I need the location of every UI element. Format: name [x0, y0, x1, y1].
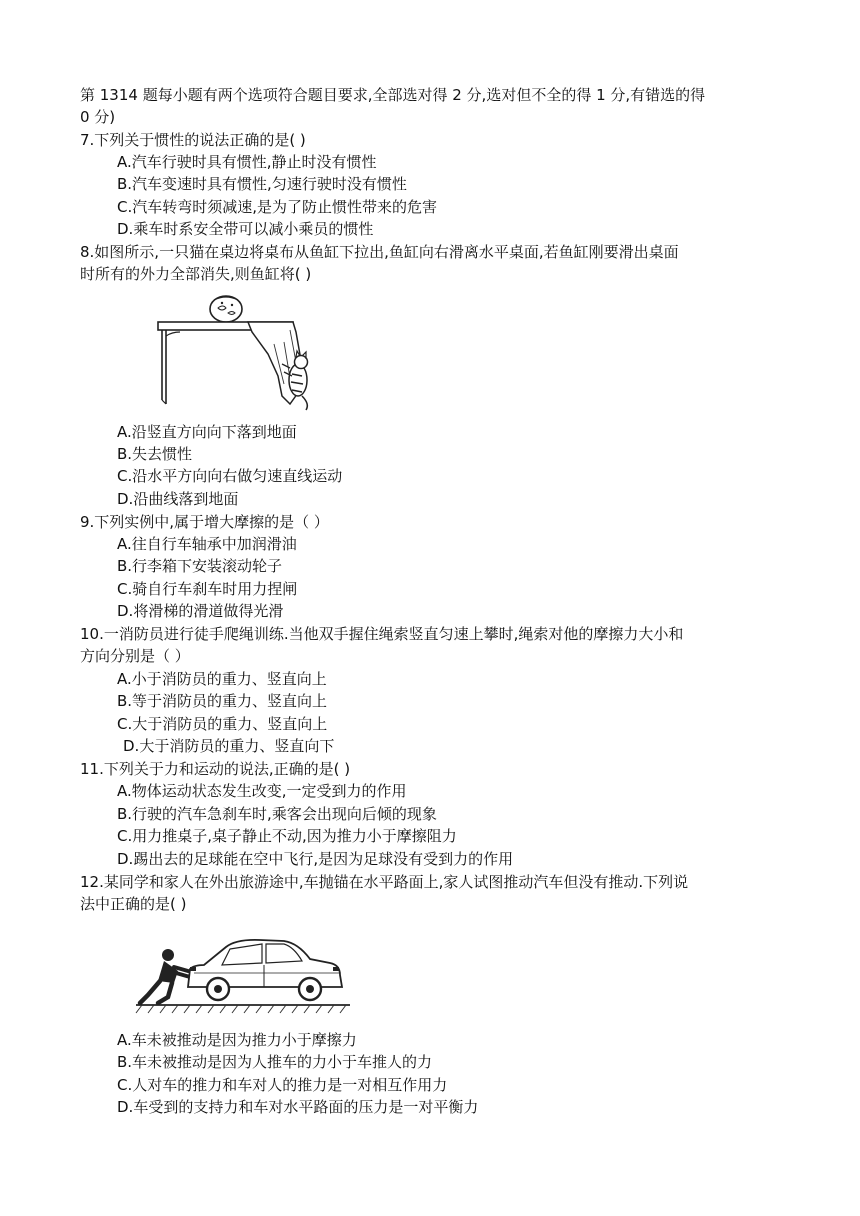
question-11-option-d: D.踢出去的足球能在空中飞行,是因为足球没有受到力的作用 — [117, 850, 514, 868]
question-10-stem-line1: 10.一消防员进行徒手爬绳训练.当他双手握住绳索竖直匀速上攀时,绳索对他的摩擦力大小和 — [80, 625, 684, 643]
question-7-option-c: C.汽车转弯时须减速,是为了防止惯性带来的危害 — [117, 198, 438, 216]
question-7-stem: 7.下列关于惯性的说法正确的是( ) — [80, 131, 306, 149]
question-9-option-a: A.往自行车轴承中加润滑油 — [117, 535, 297, 553]
question-9-stem: 9.下列实例中,属于增大摩擦的是（ ） — [80, 513, 329, 531]
question-12-stem-line1: 12.某同学和家人在外出旅游途中,车抛锚在水平路面上,家人试图推动汽车但没有推动.下列说 — [80, 873, 689, 891]
question-8-option-d: D.沿曲线落到地面 — [117, 490, 239, 508]
question-12-option-d: D.车受到的支持力和车对水平路面的压力是一对平衡力 — [117, 1098, 479, 1116]
question-8-stem-line1: 8.如图所示,一只猫在桌边将桌布从鱼缸下拉出,鱼缸向右滑离水平桌面,若鱼缸刚要滑出桌面 — [80, 243, 679, 261]
question-11-option-c: C.用力推桌子,桌子静止不动,因为推力小于摩擦阻力 — [117, 827, 457, 845]
question-7-option-d: D.乘车时系安全带可以减小乘员的惯性 — [117, 220, 374, 238]
question-9-option-b: B.行李箱下安装滚动轮子 — [117, 557, 283, 575]
section-instruction-line2: 0 分) — [80, 108, 116, 126]
question-8-stem-line2: 时所有的外力全部消失,则鱼缸将( ) — [80, 265, 312, 283]
question-10-option-c: C.大于消防员的重力、竖直向上 — [117, 715, 328, 733]
question-7-option-b: B.汽车变速时具有惯性,匀速行驶时没有惯性 — [117, 175, 407, 193]
cat-table-fishbowl-figure — [150, 292, 320, 412]
question-9-option-c: C.骑自行车刹车时用力捏闸 — [117, 580, 298, 598]
question-8-option-b: B.失去惯性 — [117, 445, 193, 463]
question-8-option-a: A.沿竖直方向向下落到地面 — [117, 423, 297, 441]
section-instruction-line1: 第 1314 题每小题有两个选项符合题目要求,全部选对得 2 分,选对但不全的得 1 分,有错选的得 — [80, 86, 706, 104]
person-illustration — [140, 949, 190, 1003]
question-11-option-b: B.行驶的汽车急刹车时,乘客会出现向后倾的现象 — [117, 805, 437, 823]
question-12-option-c: C.人对车的推力和车对人的推力是一对相互作用力 — [117, 1076, 448, 1094]
person-pushing-car-figure — [128, 925, 358, 1017]
question-9-option-d: D.将滑梯的滑道做得光滑 — [117, 602, 284, 620]
question-12-stem-line2: 法中正确的是( ) — [80, 895, 187, 913]
ground-illustration — [136, 1005, 350, 1013]
question-10-stem-line2: 方向分别是（ ） — [80, 647, 190, 665]
question-10-option-d: D.大于消防员的重力、竖直向下 — [123, 737, 335, 755]
question-7-option-a: A.汽车行驶时具有惯性,静止时没有惯性 — [117, 153, 377, 171]
question-11-stem: 11.下列关于力和运动的说法,正确的是( ) — [80, 760, 351, 778]
question-12-option-a: A.车未被推动是因为推力小于摩擦力 — [117, 1031, 357, 1049]
question-12-option-b: B.车未被推动是因为人推车的力小于车推人的力 — [117, 1053, 433, 1071]
question-10-option-a: A.小于消防员的重力、竖直向上 — [117, 670, 327, 688]
question-8-option-c: C.沿水平方向向右做匀速直线运动 — [117, 467, 343, 485]
fishbowl-illustration — [210, 296, 242, 322]
car-illustration — [188, 940, 342, 1000]
question-11-option-a: A.物体运动状态发生改变,一定受到力的作用 — [117, 782, 407, 800]
question-10-option-b: B.等于消防员的重力、竖直向上 — [117, 692, 328, 710]
